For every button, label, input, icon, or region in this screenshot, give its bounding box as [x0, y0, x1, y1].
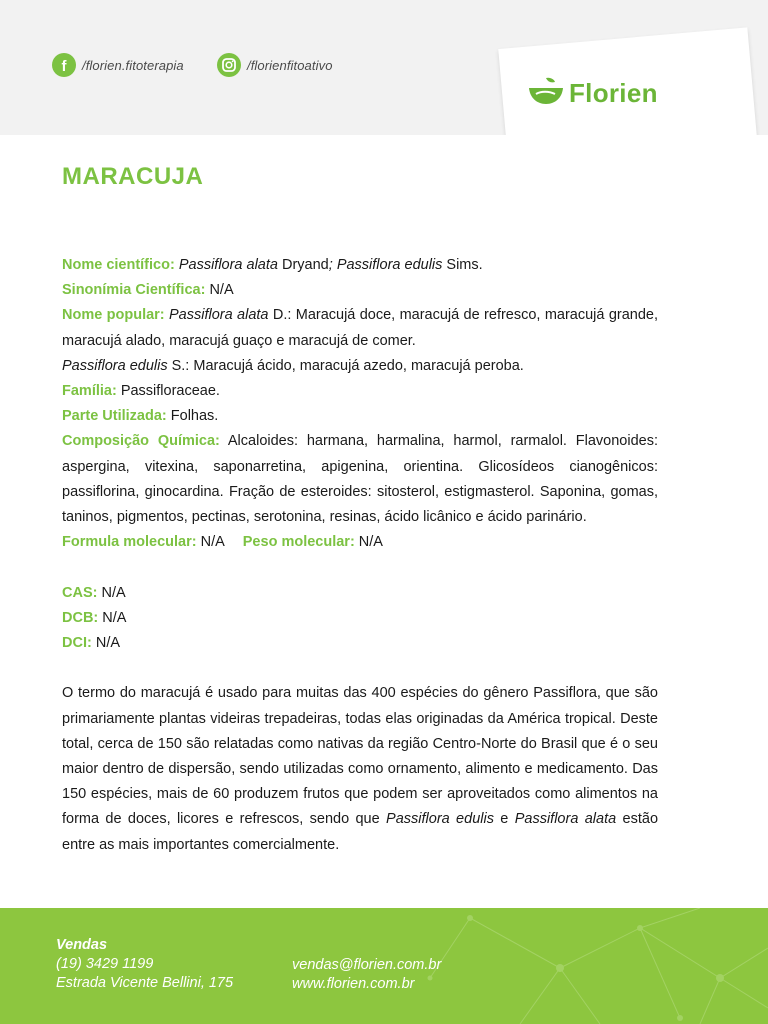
- scientific-name-row: [62, 253, 658, 278]
- facebook-icon: [52, 53, 76, 77]
- author-2: Sims.: [442, 257, 483, 273]
- popular-names-1: D.: Maracujá doce, maracujá de refresco, maracujá grande, maracujá alado, maracujá guaço e maracujá de comer.: [62, 307, 658, 349]
- popular-name-row-2: [62, 354, 658, 379]
- separator: ;: [328, 257, 337, 273]
- formula-value: N/A: [196, 534, 225, 551]
- description-species-1: Passiflora edulis: [386, 811, 494, 828]
- scientific-name-label: Nome científico:: [62, 257, 175, 273]
- composition-value: Alcaloides: harmana, harmalina, harmol, rarmalol. Flavonoides: aspergina, vitexina, saponarretina, apigenina, orientina. Glicosídeos cianogênicos: passiflorina, ginocardina. Fração de esteroides: sitosterol, estigmasterol. Saponina, gomas, taninos, pigmentos, pectinas, serotonina, resinas, ácido licânico e ácido parinário.: [62, 433, 658, 526]
- family-row: [62, 379, 658, 404]
- monograph-content: [62, 253, 658, 858]
- composition-row: [62, 429, 658, 530]
- cas-value: N/A: [97, 584, 126, 601]
- weight-label: Peso molecular:: [242, 534, 355, 551]
- species-1: Passiflora alata: [178, 257, 278, 273]
- florien-logo: [527, 76, 658, 111]
- description-text: O termo do maracujá é usado para muitas das 400 espécies do gênero Passiflora, que são primariamente plantas videiras trepadeiras, todas elas originadas da América tropical. Deste total, cerca de 150 são relatadas como nativas da região Centro-Norte do Brasil que é o seu maior dentro de dispersão, sendo utilizadas como ornamento, alimento e medicamento. Das 150 espécies, mais de 60 produzem frutos que podem ser aproveitados como alimentos na forma de doces, licores e refrescos, sendo que: [62, 685, 658, 828]
- part-used-value: Folhas.: [166, 408, 219, 425]
- sales-contact: [56, 936, 233, 993]
- formula-label: Formula molecular:: [62, 534, 197, 551]
- molecular-row: [62, 530, 658, 555]
- popular-name-label: Nome popular:: [62, 307, 165, 324]
- description-species-2: Passiflora alata: [514, 811, 617, 828]
- svg-text:f: f: [61, 58, 67, 75]
- family-label: Família:: [62, 383, 117, 400]
- leaf-basket-icon: [527, 76, 565, 111]
- dcb-value: N/A: [98, 609, 127, 626]
- dcb-label: DCB:: [62, 609, 99, 626]
- popular-name-row: [62, 303, 658, 353]
- description-end: estão entre as mais importantes comercialmente.: [62, 811, 659, 853]
- synonym-row: [62, 278, 658, 303]
- facebook-link[interactable]: [52, 52, 184, 78]
- synonym-value: N/A: [205, 282, 234, 299]
- popular-names-2: S.: Maracujá ácido, maracujá azedo, maracujá peroba.: [167, 357, 524, 374]
- description-paragraph: [62, 681, 658, 857]
- dci-label: DCI:: [62, 635, 92, 652]
- sales-title: Vendas: [56, 937, 108, 953]
- popular-species-2: Passiflora edulis: [62, 357, 168, 374]
- instagram-link[interactable]: [217, 52, 333, 78]
- synonym-label: Sinonímia Científica:: [62, 282, 206, 299]
- blank-line: [62, 555, 658, 580]
- email-link[interactable]: vendas@florien.com.br: [292, 957, 442, 973]
- composition-label: Composição Química:: [62, 433, 220, 450]
- address: Estrada Vicente Bellini, 175: [56, 975, 234, 991]
- cas-row: [62, 581, 658, 606]
- cas-label: CAS:: [62, 584, 98, 601]
- author-1: Dryand: [277, 257, 329, 273]
- part-used-row: [62, 404, 658, 429]
- website-link[interactable]: www.florien.com.br: [292, 976, 415, 992]
- footer: [0, 908, 768, 1024]
- dci-row: [62, 631, 658, 656]
- header: [0, 0, 768, 135]
- part-used-label: Parte Utilizada:: [62, 408, 167, 425]
- weight-value: N/A: [354, 534, 383, 551]
- page-title: MARACUJA: [62, 163, 204, 190]
- phone-number[interactable]: (19) 3429 1199: [56, 956, 154, 972]
- species-2: Passiflora edulis: [336, 257, 443, 273]
- dcb-row: [62, 606, 658, 631]
- instagram-handle: /florienfitoativo: [247, 57, 333, 73]
- description-conj: e: [493, 811, 515, 828]
- dci-value: N/A: [91, 635, 121, 652]
- online-contact: [292, 956, 441, 994]
- facebook-handle: /florien.fitoterapia: [82, 57, 184, 73]
- brand-name: Florien: [569, 78, 658, 108]
- blank-line-2: [62, 656, 658, 681]
- instagram-icon: [217, 53, 241, 77]
- popular-species-1: Passiflora alata: [169, 307, 269, 324]
- family-value: Passifloraceae.: [116, 383, 220, 400]
